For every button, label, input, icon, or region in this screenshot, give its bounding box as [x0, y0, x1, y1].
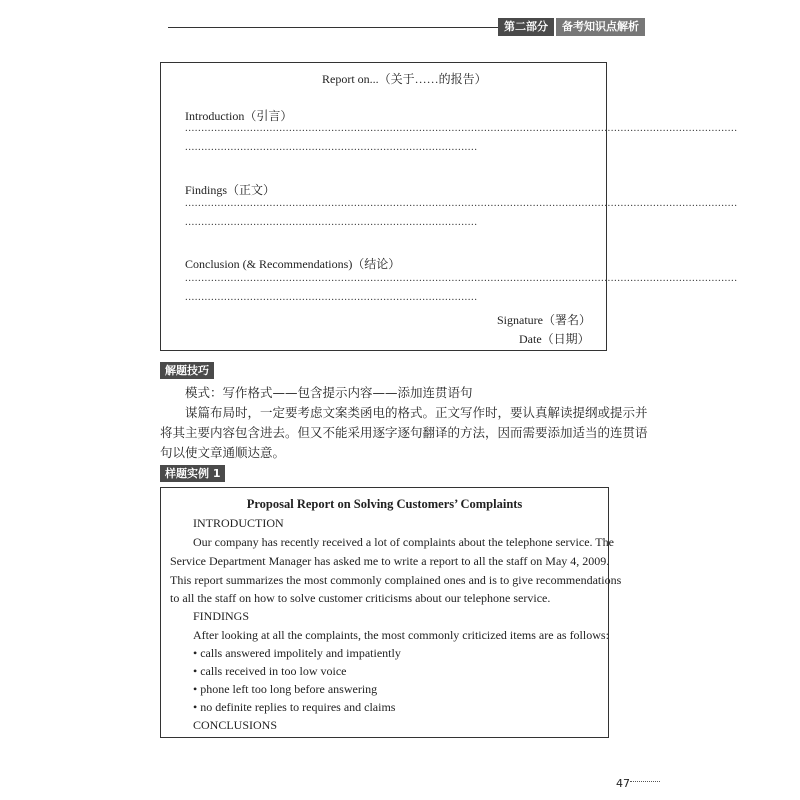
template-intro-label: Introduction（引言）	[185, 109, 293, 123]
findings-label: FINDINGS	[193, 609, 250, 623]
bullet-item-3: • phone left too long before answering	[193, 682, 378, 696]
bullet-item-4: • no definite replies to requires and claims	[193, 700, 396, 714]
page-number: 47	[616, 777, 630, 790]
conclusions-label: CONCLUSIONS	[193, 718, 278, 732]
tips-line-1: 谋篇布局时，一定要考虑文案类函电的格式。正文写作时，要认真解读提纲或提示并	[185, 405, 648, 420]
intro-line-1: Our company has recently received a lot of complaints about the telephone service. The	[193, 535, 614, 549]
bullet-text-3: phone left too long before answering	[200, 682, 378, 696]
conclusion-dotted-line-2: ..........................................................................................	[185, 291, 478, 303]
template-signature: Signature（署名）	[497, 313, 591, 327]
part-title: 备考知识点解析	[556, 18, 645, 36]
tips-line-2: 将其主要内容包含进去。但又不能采用逐字逐句翻译的方法，因而需要添加适当的连贯语	[160, 425, 648, 440]
template-date: Date（日期）	[519, 332, 590, 346]
footer-dotted-rule	[630, 781, 660, 783]
tips-heading: 解题技巧	[160, 362, 214, 379]
template-conclusion-label: Conclusion (& Recommendations)（结论）	[185, 257, 401, 271]
findings-intro: After looking at all the complaints, the most commonly criticized items are as follows:	[193, 628, 609, 642]
header-rule	[168, 27, 498, 28]
part-label: 第二部分	[498, 18, 554, 36]
intro-line-4: to all the staff on how to solve customer criticisms about our telephone service.	[170, 591, 551, 605]
findings-dotted-line-1: ..........................................................................................................................................................................	[185, 197, 738, 209]
bullet-text-4: no definite replies to requires and claims	[200, 700, 396, 714]
intro-line-3: This report summarizes the most commonly complained ones and is to give recommendations	[170, 573, 622, 587]
example-title: Proposal Report on Solving Customers’ Complaints	[246, 497, 523, 511]
findings-dotted-line-2: ..........................................................................................	[185, 216, 478, 228]
conclusion-dotted-line-1: ..........................................................................................................................................................................	[185, 272, 738, 284]
tips-line-3: 句以使文章通顺达意。	[160, 445, 286, 460]
intro-dotted-line-2: ..........................................................................................	[185, 141, 478, 153]
template-title: Report on...（关于……的报告）	[322, 72, 487, 86]
section-header	[498, 18, 645, 36]
example-heading: 样题实例 1	[160, 465, 225, 482]
bullet-item-1: • calls answered impolitely and impatiently	[193, 646, 401, 660]
bullet-text-1: calls answered impolitely and impatiently	[200, 646, 401, 660]
tips-mode: 模式：写作格式——包含提示内容——添加连贯语句	[185, 385, 473, 400]
intro-dotted-line-1: ..........................................................................................................................................................................	[185, 122, 738, 134]
template-findings-label: Findings（正文）	[185, 183, 276, 197]
introduction-label: INTRODUCTION	[193, 516, 284, 530]
bullet-text-2: calls received in too low voice	[200, 664, 347, 678]
intro-line-2: Service Department Manager has asked me to write a report to all the staff on May 4, 2009.	[170, 554, 610, 568]
bullet-item-2: • calls received in too low voice	[193, 664, 347, 678]
